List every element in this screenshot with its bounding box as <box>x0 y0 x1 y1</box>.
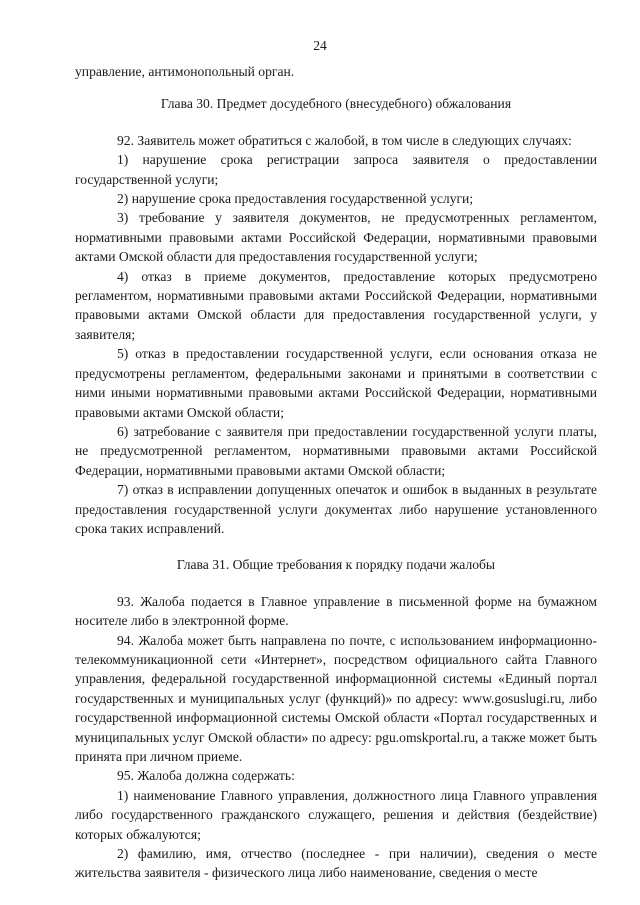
paragraph: 94. Жалоба может быть направлена по почте, с использованием информационно-телекоммуникационной сети «Интернет», посредством официального сайта Главного управления, федеральной государственной информационной системы «Единый портал государственных и муниципальных услуг (функций)» по адресу: www.gosuslugi.ru, либо государственной информационной системы Омской области «Портал государственных и муниципальных услуг Омской области» по адресу: pgu.omskportal.ru, а также может быть принята при личном приеме. <box>75 632 597 764</box>
list-item: 2) фамилию, имя, отчество (последнее - при наличии), сведения о месте жительства заявителя - физического лица либо наименование, сведения о месте <box>75 846 597 881</box>
chapter-31-heading: Глава 31. Общие требования к порядку подачи жалобы <box>176 557 496 573</box>
paragraph: 95. Жалоба должна содержать: <box>117 768 295 784</box>
list-item: 1) наименование Главного управления, должностного лица Главного управления либо государственного гражданского служащего, решения и действия (бездействие) которых обжалуются; <box>75 787 597 842</box>
document-body <box>75 62 597 883</box>
page-number: 24 <box>313 38 327 53</box>
continuation-text: управление, антимонопольный орган. <box>75 64 295 79</box>
chapter-30-heading: Глава 30. Предмет досудебного (внесудебного) обжалования <box>160 96 512 112</box>
list-item: 7) отказ в исправлении допущенных опечаток и ошибок в выданных в результате предоставления государственной услуги документах либо нарушение установленного срока таких исправлений. <box>75 482 597 536</box>
list-item: 4) отказ в приеме документов, предоставление которых предусмотрено регламентом, нормативными правовыми актами Российской Федерации, нормативными правовыми актами Омской области для предоставления государственной услуги, у заявителя; <box>75 268 597 342</box>
paragraph: 92. Заявитель может обратиться с жалобой, в том числе в следующих случаях: <box>117 132 572 148</box>
list-item: 1) нарушение срока регистрации запроса заявителя о предоставлении государственной услуги; <box>75 152 597 187</box>
paragraph: 93. Жалоба подается в Главное управление в письменной форме на бумажном носителе либо в электронной форме. <box>75 593 597 629</box>
list-item: 3) требование у заявителя документов, не предусмотренных регламентом, нормативными правовыми актами Российской Федерации, нормативными правовыми актами Омской области для предоставления государственной услуги; <box>75 210 597 265</box>
list-item: 2) нарушение срока предоставления государственной услуги; <box>117 191 474 207</box>
list-item: 6) затребование с заявителя при предоставлении государственной услуги платы, не предусмотренной регламентом, нормативными правовыми актами Российской Федерации, нормативными правовыми актами Омской области; <box>75 423 597 478</box>
list-item: 5) отказ в предоставлении государственной услуги, если основания отказа не предусмотрены регламентом, федеральными законами и принятыми в соответствии с ними иными нормативными правовыми актами Российской Федерации, нормативными правовыми актами Омской области; <box>75 346 597 420</box>
